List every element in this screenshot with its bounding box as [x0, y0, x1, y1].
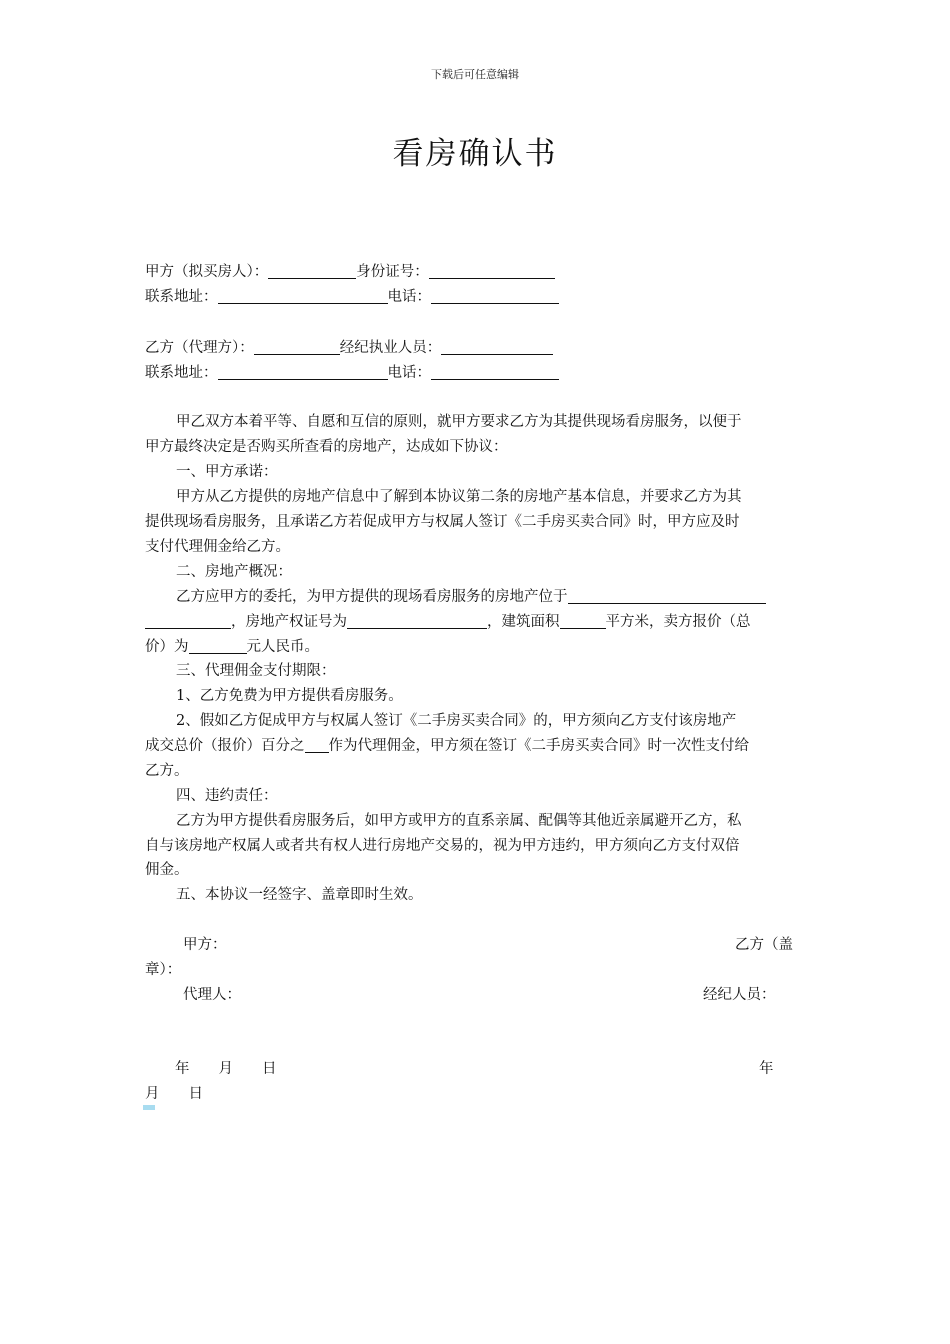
section-3-item-2-line-1: 2、假如乙方促成甲方与权属人签订《二手房买卖合同》的，甲方须向乙方支付该房地产 — [176, 713, 737, 729]
party-b-agent-label: 经纪执业人员： — [339, 340, 442, 356]
party-a-id-label: 身份证号： — [356, 264, 429, 280]
section-1-line-3: 支付代理佣金给乙方。 — [145, 539, 290, 555]
cert-number-blank[interactable] — [347, 613, 487, 629]
commission-percent-blank[interactable] — [305, 737, 329, 753]
section-1-line-2: 提供现场看房服务，且承诺乙方若促成甲方与权属人签订《二手房买卖合同》时，甲方应及时 — [145, 514, 740, 530]
intro-line-2: 甲方最终决定是否购买所查看的房地产，达成如下协议： — [145, 439, 508, 455]
section-5: 五、本协议一经签字、盖章即时生效。 — [176, 887, 423, 903]
party-a-address-line — [145, 287, 559, 307]
area-blank[interactable] — [560, 613, 606, 629]
commission-prefix: 成交总价（报价）百分之 — [145, 738, 305, 754]
cursor-marker — [143, 1105, 155, 1110]
party-b-address-label: 联系地址： — [145, 365, 218, 381]
section-4-line-2: 自与该房地产权属人或者共有权人进行房地产交易的，视为甲方违约，甲方须向乙方支付双倍 — [145, 838, 740, 854]
price-unit: 元人民币。 — [246, 639, 319, 655]
sign-party-b-label: 乙方（盖 — [735, 937, 793, 953]
party-a-line — [145, 262, 555, 282]
commission-suffix: 作为代理佣金，甲方须在签订《二手房买卖合同》时一次性支付给 — [328, 738, 749, 754]
property-location-blank-cont[interactable] — [145, 613, 231, 629]
date-right-year: 年 — [759, 1061, 774, 1077]
document-title: 看房确认书 — [392, 136, 558, 172]
date-left: 年 月 日 — [175, 1061, 277, 1077]
area-label: ，建筑面积 — [487, 614, 560, 630]
header-note: 下载后可任意编辑 — [431, 68, 519, 81]
section-4-title: 四、违约责任： — [176, 788, 278, 804]
section-3-item-2-line-3: 乙方。 — [145, 763, 189, 779]
party-b-phone-blank[interactable] — [431, 364, 559, 380]
date-right-month-day: 月 日 — [145, 1086, 203, 1102]
party-b-address-line — [145, 363, 559, 383]
sign-agent-label: 代理人： — [183, 987, 241, 1003]
party-a-address-blank[interactable] — [218, 288, 388, 304]
price-blank[interactable] — [189, 638, 247, 654]
section-1-line-1: 甲方从乙方提供的房地产信息中了解到本协议第二条的房地产基本信息，并要求乙方为其 — [176, 489, 742, 505]
sign-party-a-label: 甲方： — [183, 937, 227, 953]
sign-party-b-label-cont: 章）： — [145, 962, 182, 978]
party-b-line — [145, 338, 553, 358]
section-4-line-1: 乙方为甲方提供看房服务后，如甲方或甲方的直系亲属、配偶等其他近亲属避开乙方，私 — [176, 813, 742, 829]
section-3-item-1: 1、乙方免费为甲方提供看房服务。 — [176, 688, 403, 704]
price-label: 平方米，卖方报价（总 — [605, 614, 751, 630]
party-a-phone-label: 电话： — [387, 289, 431, 305]
party-a-label: 甲方（拟买房人）： — [145, 264, 269, 280]
section-2-location-text: 乙方应甲方的委托，为甲方提供的现场看房服务的房地产位于 — [176, 589, 568, 605]
party-b-agent-blank[interactable] — [441, 339, 553, 355]
party-a-address-label: 联系地址： — [145, 289, 218, 305]
section-2-title: 二、房地产概况： — [176, 564, 292, 580]
party-a-phone-blank[interactable] — [431, 288, 559, 304]
intro-line-1: 甲乙双方本着平等、自愿和互信的原则，就甲方要求乙方为其提供现场看房服务，以便于 — [176, 414, 742, 430]
section-3-item-2-line-2 — [145, 736, 749, 756]
party-a-id-blank[interactable] — [429, 263, 555, 279]
party-b-name-blank[interactable] — [254, 339, 340, 355]
section-4-line-3: 佣金。 — [145, 862, 189, 878]
party-b-phone-label: 电话： — [387, 365, 431, 381]
cert-number-label: ，房地产权证号为 — [231, 614, 347, 630]
price-prefix: 价）为 — [145, 639, 189, 655]
section-3-title: 三、代理佣金支付期限： — [176, 663, 336, 679]
section-2-line-2 — [145, 612, 751, 632]
party-a-name-blank[interactable] — [268, 263, 356, 279]
section-1-title: 一、甲方承诺： — [176, 464, 278, 480]
party-b-label: 乙方（代理方）： — [145, 340, 254, 356]
party-b-address-blank[interactable] — [218, 364, 388, 380]
property-location-blank[interactable] — [568, 588, 766, 604]
section-2-line-3 — [145, 637, 319, 657]
sign-broker-label: 经纪人员： — [703, 987, 776, 1003]
section-2-line-1 — [145, 587, 766, 607]
